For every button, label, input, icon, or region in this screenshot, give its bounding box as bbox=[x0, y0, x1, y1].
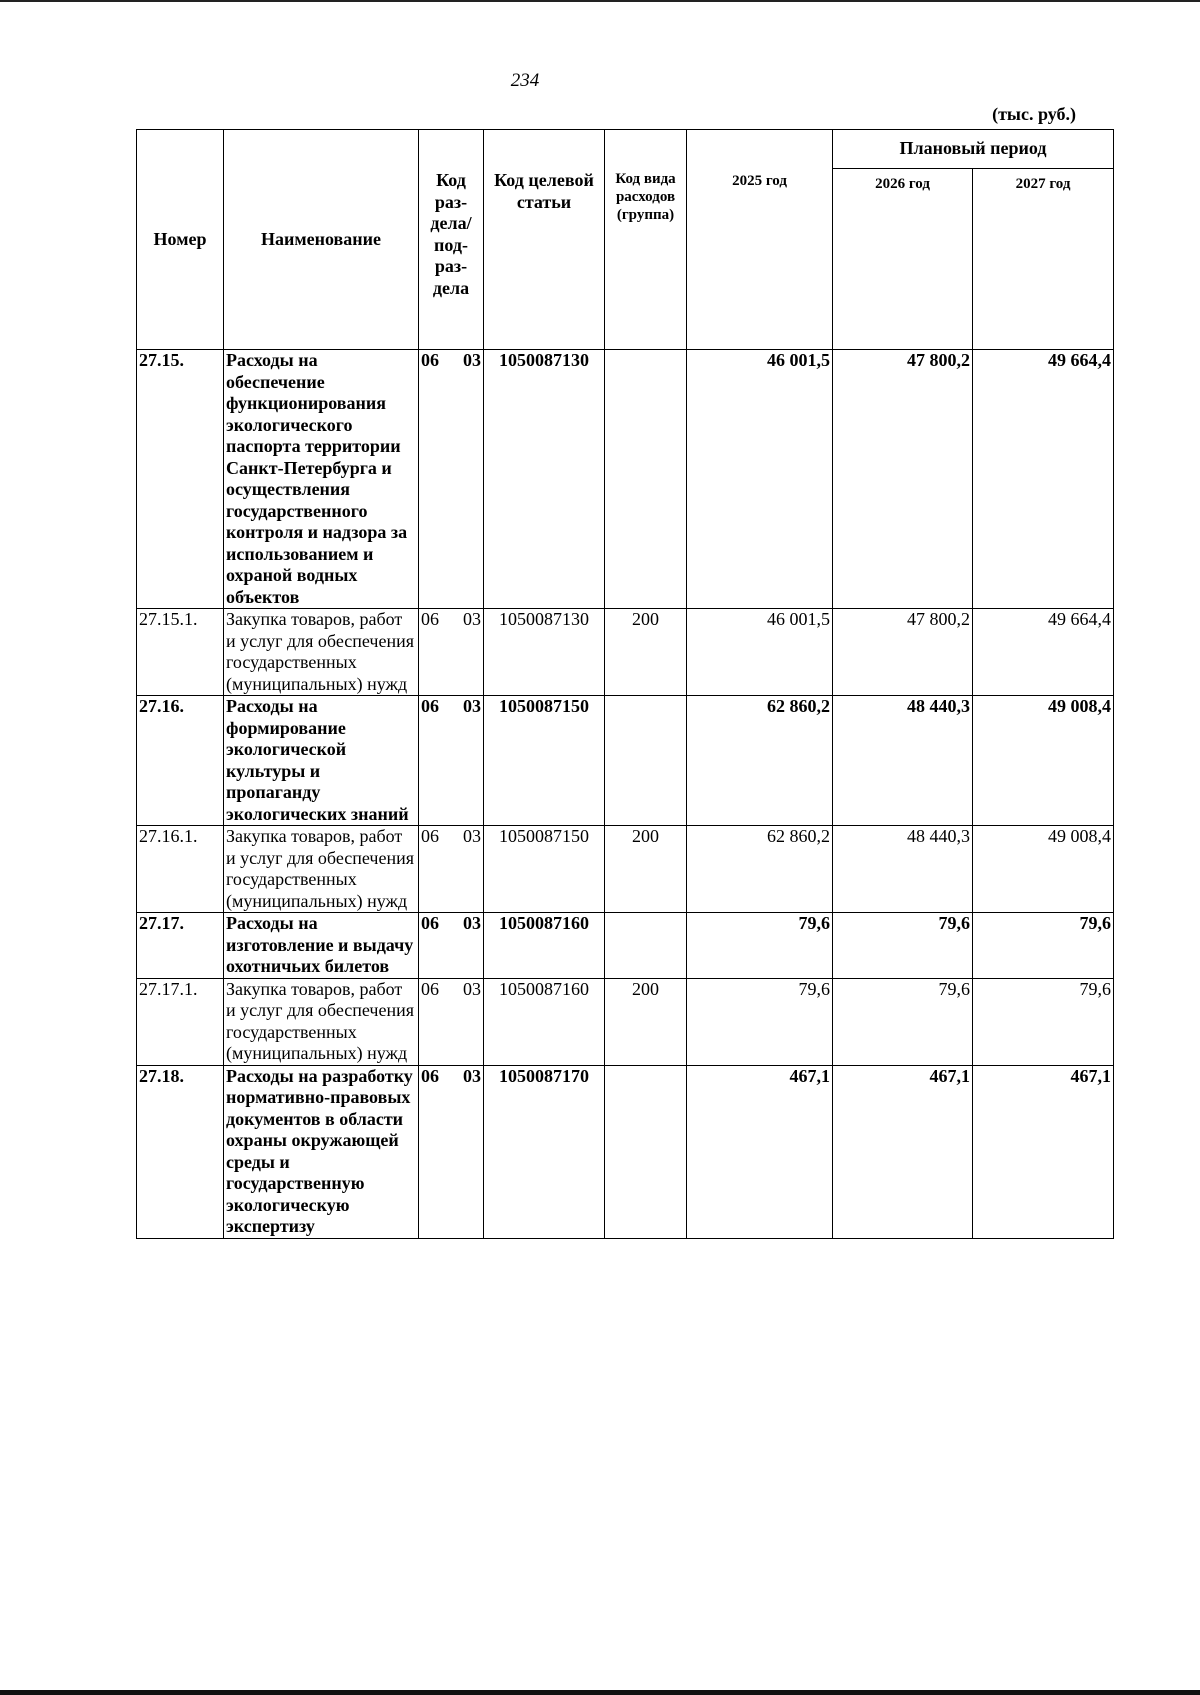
row-value-2025: 62 860,2 bbox=[687, 696, 833, 826]
row-number: 27.17. bbox=[137, 913, 224, 979]
header-year-2027: 2027 год bbox=[973, 169, 1114, 350]
row-section-code bbox=[419, 350, 484, 609]
row-name: Расходы на обеспечение функционирования экологического паспорта территории Санкт-Петербурга и осуществления государственного контроля и надзора за использованием и охраной водных объектов bbox=[224, 350, 419, 609]
row-value-2027: 49 008,4 bbox=[973, 696, 1114, 826]
row-target-code: 1050087150 bbox=[484, 696, 605, 826]
table-row bbox=[137, 696, 1114, 826]
row-number: 27.16.1. bbox=[137, 826, 224, 913]
row-section: 06 bbox=[421, 350, 439, 370]
row-name: Закупка товаров, работ и услуг для обеспечения государственных (муниципальных) нужд bbox=[224, 826, 419, 913]
row-subsection: 03 bbox=[463, 696, 481, 716]
header-expense-type: Код вида расходов (группа) bbox=[605, 130, 687, 350]
row-number: 27.15.1. bbox=[137, 609, 224, 696]
row-value-2025: 46 001,5 bbox=[687, 609, 833, 696]
row-name: Расходы на формирование экологической культуры и пропаганду экологических знаний bbox=[224, 696, 419, 826]
scan-border-top bbox=[0, 0, 1200, 2]
table-row bbox=[137, 826, 1114, 913]
row-section-code bbox=[419, 1065, 484, 1238]
row-target-code: 1050087150 bbox=[484, 826, 605, 913]
row-value-2026: 47 800,2 bbox=[833, 609, 973, 696]
row-section: 06 bbox=[421, 913, 439, 933]
row-value-2027: 467,1 bbox=[973, 1065, 1114, 1238]
row-section-code bbox=[419, 978, 484, 1065]
row-name: Расходы на разработку нормативно-правовых документов в области охраны окружающей среды и государственную экологическую экспертизу bbox=[224, 1065, 419, 1238]
row-number: 27.18. bbox=[137, 1065, 224, 1238]
row-value-2026: 47 800,2 bbox=[833, 350, 973, 609]
units-label: (тыс. руб.) bbox=[992, 104, 1076, 124]
row-expense-type bbox=[605, 913, 687, 979]
table-row bbox=[137, 1065, 1114, 1238]
row-value-2026: 79,6 bbox=[833, 978, 973, 1065]
table-row bbox=[137, 350, 1114, 609]
row-subsection: 03 bbox=[463, 609, 481, 629]
row-value-2027: 49 664,4 bbox=[973, 350, 1114, 609]
budget-table bbox=[136, 129, 1114, 1239]
table-body bbox=[137, 350, 1114, 1239]
row-subsection: 03 bbox=[463, 1065, 481, 1086]
row-expense-type bbox=[605, 350, 687, 609]
row-value-2026: 48 440,3 bbox=[833, 826, 973, 913]
row-section-code bbox=[419, 609, 484, 696]
row-target-code: 1050087160 bbox=[484, 978, 605, 1065]
row-subsection: 03 bbox=[463, 978, 481, 999]
row-name: Расходы на изготовление и выдачу охотничьих билетов bbox=[224, 913, 419, 979]
row-value-2027: 79,6 bbox=[973, 913, 1114, 979]
row-name: Закупка товаров, работ и услуг для обеспечения государственных (муниципальных) нужд bbox=[224, 609, 419, 696]
row-value-2027: 49 664,4 bbox=[973, 609, 1114, 696]
row-expense-type: 200 bbox=[605, 609, 687, 696]
header-plan-period: Плановый период bbox=[833, 130, 1114, 169]
header-section-code: Код раз-дела/ под-раз-дела bbox=[419, 130, 484, 350]
row-number: 27.16. bbox=[137, 696, 224, 826]
row-expense-type bbox=[605, 696, 687, 826]
row-section-code bbox=[419, 696, 484, 826]
row-target-code: 1050087160 bbox=[484, 913, 605, 979]
row-value-2025: 46 001,5 bbox=[687, 350, 833, 609]
row-section: 06 bbox=[421, 1065, 439, 1086]
row-value-2027: 79,6 bbox=[973, 978, 1114, 1065]
row-value-2025: 62 860,2 bbox=[687, 826, 833, 913]
row-name: Закупка товаров, работ и услуг для обеспечения государственных (муниципальных) нужд bbox=[224, 978, 419, 1065]
scan-border-bottom bbox=[0, 1690, 1200, 1695]
page-number: 234 bbox=[510, 70, 540, 91]
row-value-2026: 467,1 bbox=[833, 1065, 973, 1238]
row-section-code bbox=[419, 826, 484, 913]
row-target-code: 1050087170 bbox=[484, 1065, 605, 1238]
table-row bbox=[137, 978, 1114, 1065]
row-value-2025: 467,1 bbox=[687, 1065, 833, 1238]
header-target-code: Код целевой статьи bbox=[484, 130, 605, 350]
row-number: 27.17.1. bbox=[137, 978, 224, 1065]
row-value-2025: 79,6 bbox=[687, 913, 833, 979]
header-year-2025: 2025 год bbox=[687, 130, 833, 350]
row-target-code: 1050087130 bbox=[484, 609, 605, 696]
row-expense-type bbox=[605, 1065, 687, 1238]
row-subsection: 03 bbox=[463, 826, 481, 846]
header-row-1 bbox=[137, 130, 1114, 169]
row-subsection: 03 bbox=[463, 350, 481, 370]
row-expense-type: 200 bbox=[605, 826, 687, 913]
header-name: Наименование bbox=[224, 130, 419, 350]
header-year-2026: 2026 год bbox=[833, 169, 973, 350]
row-value-2027: 49 008,4 bbox=[973, 826, 1114, 913]
table-row bbox=[137, 609, 1114, 696]
row-section: 06 bbox=[421, 696, 439, 716]
row-number: 27.15. bbox=[137, 350, 224, 609]
row-section: 06 bbox=[421, 609, 439, 629]
header-number: Номер bbox=[137, 130, 224, 350]
row-section: 06 bbox=[421, 978, 439, 999]
row-value-2026: 79,6 bbox=[833, 913, 973, 979]
row-section-code bbox=[419, 913, 484, 979]
row-target-code: 1050087130 bbox=[484, 350, 605, 609]
table-row bbox=[137, 913, 1114, 979]
row-subsection: 03 bbox=[463, 913, 481, 933]
row-value-2026: 48 440,3 bbox=[833, 696, 973, 826]
row-expense-type: 200 bbox=[605, 978, 687, 1065]
row-value-2025: 79,6 bbox=[687, 978, 833, 1065]
row-section: 06 bbox=[421, 826, 439, 846]
